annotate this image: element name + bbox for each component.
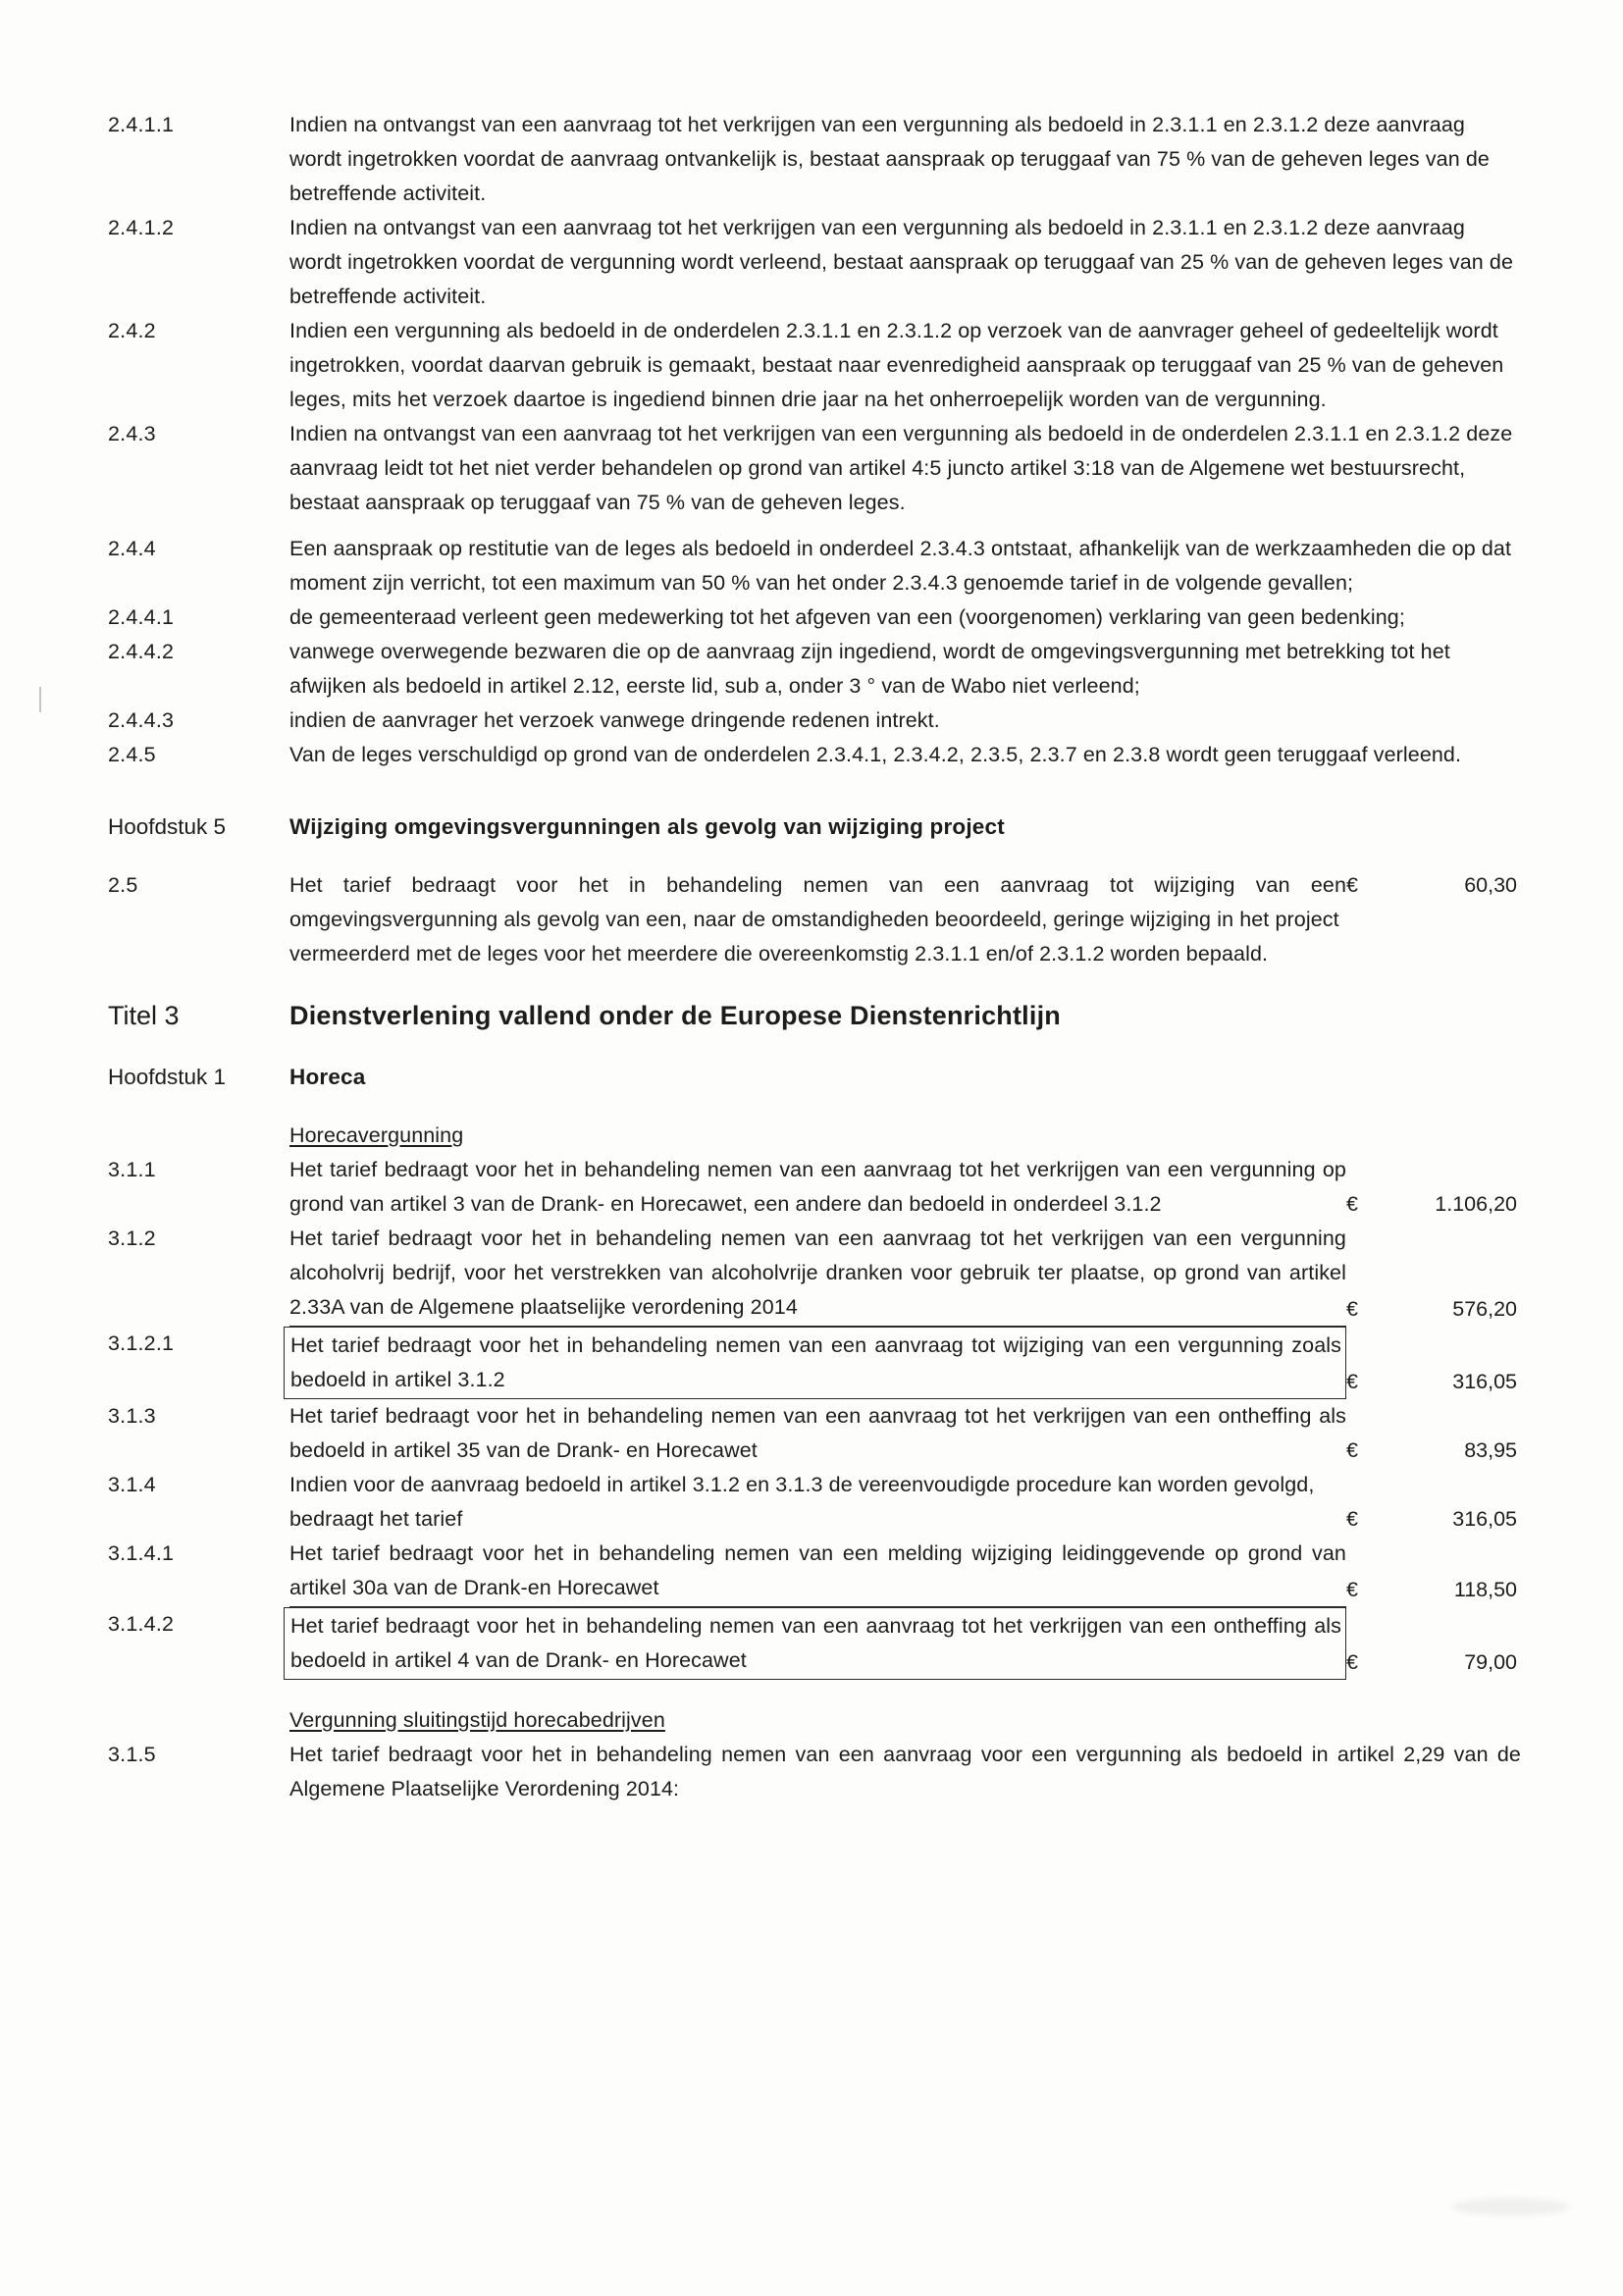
currency-symbol: €	[1346, 1297, 1358, 1321]
chapter-heading-5	[108, 809, 1521, 845]
tariff-row-3-1-4-2	[108, 1607, 1521, 1680]
currency-symbol: €	[1346, 1438, 1358, 1462]
chapter-title: Horeca	[289, 1065, 366, 1089]
clause-number: 2.4.4.2	[108, 640, 175, 663]
tariff-row-3-1-2	[108, 1222, 1521, 1327]
clause-number: 3.1.2.1	[108, 1331, 175, 1355]
clause-number: 2.4.4.1	[108, 605, 175, 629]
amount-value: 316,05	[1452, 1507, 1517, 1531]
document-content	[108, 108, 1521, 1806]
clause-text: Het tarief bedraagt voor het in behandeling nemen van een aanvraag tot het verkrijgen van een vergunning op grond van artikel 3 van de Drank- en Horecawet, een andere dan bedoeld in onderdeel 3.1.2	[289, 1158, 1346, 1216]
clause-2-4-2	[108, 314, 1521, 417]
clause-number: 3.1.4.1	[108, 1541, 175, 1565]
clause-number: 2.4.4.3	[108, 708, 175, 732]
spacer	[108, 1680, 1521, 1703]
clause-2-4-1-2	[108, 211, 1521, 314]
scan-smudge	[1452, 2198, 1570, 2216]
clause-2-5-continued	[108, 937, 1521, 971]
clause-number: 2.4.3	[108, 422, 156, 445]
amount-value: 1.106,20	[1435, 1192, 1517, 1216]
title-text: Dienstverlening vallend onder de Europese Dienstenrichtlijn	[289, 1001, 1061, 1030]
clause-2-4-1-1	[108, 108, 1521, 211]
clause-text: Het tarief bedraagt voor het in behandeling nemen van een aanvraag tot het verkrijgen van een vergunning alcoholvrij bedrijf, voor het verstrekken van alcoholvrije dranken voor gebruik ter plaatse, op grond van artikel 2.33A van de Algemene plaatselijke verordening 2014	[289, 1222, 1346, 1327]
clause-text: Indien na ontvangst van een aanvraag tot het verkrijgen van een vergunning als bedoeld in 2.3.1.1 en 2.3.1.2 deze aanvraag wordt ingetrokken voordat de vergunning wordt verleend, bestaat aanspraak op teruggaaf van 25 % van de geheven leges van de betreffende activiteit.	[289, 216, 1513, 308]
subheading-horecavergunning-row	[108, 1119, 1521, 1153]
clause-text: Indien na ontvangst van een aanvraag tot het verkrijgen van een vergunning als bedoeld in 2.3.1.1 en 2.3.1.2 deze aanvraag wordt ingetrokken voordat de aanvraag ontvankelijk is, bestaat aanspraak op teruggaaf van 75 % van de geheven leges van de betreffende activiteit.	[289, 113, 1490, 205]
spacer	[108, 520, 1521, 532]
amount-value: 79,00	[1464, 1650, 1517, 1674]
clause-2-4-4-1	[108, 600, 1521, 635]
subheading-sluitingstijd-row	[108, 1703, 1521, 1738]
clause-3-1-5	[108, 1738, 1521, 1806]
chapter-heading-1	[108, 1060, 1521, 1095]
page-edge-mark	[39, 687, 41, 712]
amount-value: 316,05	[1452, 1370, 1517, 1393]
clause-2-5	[108, 868, 1521, 937]
tariff-row-3-1-3	[108, 1399, 1521, 1468]
chapter-title: Wijziging omgevingsvergunningen als gevolg van wijziging project	[289, 814, 1005, 839]
clause-2-4-4-2	[108, 635, 1521, 704]
clause-2-4-5	[108, 738, 1521, 772]
clause-number: 3.1.4.2	[108, 1612, 175, 1636]
clause-text: Het tarief bedraagt voor het in behandeling nemen van een aanvraag tot wijziging van een vergunning zoals bedoeld in artikel 3.1.2	[284, 1327, 1346, 1399]
clause-number: 2.4.2	[108, 319, 156, 342]
spacer	[108, 772, 1521, 809]
clause-text: Het tarief bedraagt voor het in behandeling nemen van een aanvraag tot het verkrijgen van een ontheffing als bedoeld in artikel 35 van de Drank- en Horecawet	[289, 1404, 1346, 1462]
clause-number: 3.1.4	[108, 1473, 156, 1496]
clause-number: 3.1.3	[108, 1404, 156, 1428]
clause-text: Het tarief bedraagt voor het in behandeling nemen van een aanvraag tot wijziging van een omgevingsvergunning als gevolg van een, naar de omstandigheden beoordeeld, geringe wijziging in het project	[289, 873, 1346, 931]
title-heading-3	[108, 995, 1521, 1036]
clause-number: 2.4.1.2	[108, 216, 175, 239]
clause-text: indien de aanvrager het verzoek vanwege dringende redenen intrekt.	[289, 708, 940, 732]
clause-text: de gemeenteraad verleent geen medewerking tot het afgeven van een (voorgenomen) verklaring van geen bedenking;	[289, 605, 1405, 629]
clause-number: 3.1.5	[108, 1743, 156, 1766]
title-label: Titel 3	[108, 1001, 180, 1030]
clause-number: 2.4.1.1	[108, 113, 175, 136]
currency-symbol: €	[1346, 1650, 1358, 1674]
clause-text: Het tarief bedraagt voor het in behandeling nemen van een aanvraag tot het verkrijgen van een ontheffing als bedoeld in artikel 4 van de Drank- en Horecawet	[284, 1607, 1346, 1680]
chapter-label: Hoofdstuk 5	[108, 814, 227, 839]
currency-symbol: €	[1346, 1192, 1358, 1216]
clause-number: 3.1.2	[108, 1226, 156, 1250]
spacer	[108, 971, 1521, 995]
chapter-label: Hoofdstuk 1	[108, 1065, 227, 1089]
clause-2-4-3	[108, 417, 1521, 520]
amount-value: 576,20	[1452, 1297, 1517, 1321]
tariff-row-3-1-4	[108, 1468, 1521, 1537]
clause-text: Indien een vergunning als bedoeld in de onderdelen 2.3.1.1 en 2.3.1.2 op verzoek van de aanvrager geheel of gedeeltelijk wordt ingetrokken, voordat daarvan gebruik is gemaakt, bestaat naar evenredigheid aanspraak op teruggaaf van 25 % van de geheven leges, mits het verzoek daartoe is ingediend binnen drie jaar na het onherroepelijk worden van de vergunning.	[289, 319, 1504, 411]
clause-2-4-4	[108, 532, 1521, 600]
clause-text: Van de leges verschuldigd op grond van de onderdelen 2.3.4.1, 2.3.4.2, 2.3.5, 2.3.7 en 2.3.8 wordt geen teruggaaf verleend.	[289, 743, 1462, 766]
subheading-horecavergunning: Horecavergunning	[289, 1123, 464, 1147]
clause-text: Indien na ontvangst van een aanvraag tot het verkrijgen van een vergunning als bedoeld in de onderdelen 2.3.1.1 en 2.3.1.2 deze aanvraag leidt tot het niet verder behandelen op grond van artikel 4:5 juncto artikel 3:18 van de Algemene wet bestuursrecht, bestaat aanspraak op teruggaaf van 75 % van de geheven leges.	[289, 422, 1513, 514]
currency-symbol: €	[1346, 1507, 1358, 1531]
clause-number: 3.1.1	[108, 1158, 156, 1181]
tariff-row-3-1-4-1	[108, 1537, 1521, 1607]
spacer	[108, 1036, 1521, 1060]
amount-value: 60,30	[1464, 873, 1517, 897]
currency-symbol: €	[1346, 1578, 1358, 1601]
clause-text: Het tarief bedraagt voor het in behandeling nemen van een aanvraag voor een vergunning als bedoeld in artikel 2,29 van de Algemene Plaatselijke Verordening 2014:	[289, 1743, 1521, 1800]
amount-value: 83,95	[1464, 1438, 1517, 1462]
clause-number: 2.5	[108, 873, 138, 897]
currency-symbol: €	[1346, 873, 1358, 897]
spacer	[108, 1095, 1521, 1119]
clause-text-continued: vermeerderd met de leges voor het meerdere die overeenkomstig 2.3.1.1 en/of 2.3.1.2 worden bepaald.	[289, 942, 1269, 965]
tariff-row-3-1-1	[108, 1153, 1521, 1222]
spacer	[108, 845, 1521, 868]
clause-2-4-4-3	[108, 704, 1521, 738]
clause-number: 2.4.4	[108, 537, 156, 560]
clause-number: 2.4.5	[108, 743, 156, 766]
subheading-vergunning-sluitingstijd: Vergunning sluitingstijd horecabedrijven	[289, 1708, 665, 1732]
tariff-row-3-1-2-1	[108, 1327, 1521, 1399]
amount-value: 118,50	[1453, 1578, 1517, 1601]
clause-text: Een aanspraak op restitutie van de leges als bedoeld in onderdeel 2.3.4.3 ontstaat, afhankelijk van de werkzaamheden die op dat moment zijn verricht, tot een maximum van 50 % van het onder 2.3.4.3 genoemde tarief in de volgende gevallen;	[289, 537, 1512, 595]
clause-text: Indien voor de aanvraag bedoeld in artikel 3.1.2 en 3.1.3 de vereenvoudigde procedure kan worden gevolgd, bedraagt het tarief	[289, 1473, 1315, 1531]
currency-symbol: €	[1346, 1370, 1358, 1393]
clause-text: Het tarief bedraagt voor het in behandeling nemen van een melding wijziging leidinggevende op grond van artikel 30a van de Drank-en Horecawet	[289, 1537, 1346, 1607]
clause-text: vanwege overwegende bezwaren die op de aanvraag zijn ingediend, wordt de omgevingsvergunning met betrekking tot het afwijken als bedoeld in artikel 2.12, eerste lid, sub a, onder 3 ° van de Wabo niet verleend;	[289, 640, 1450, 698]
